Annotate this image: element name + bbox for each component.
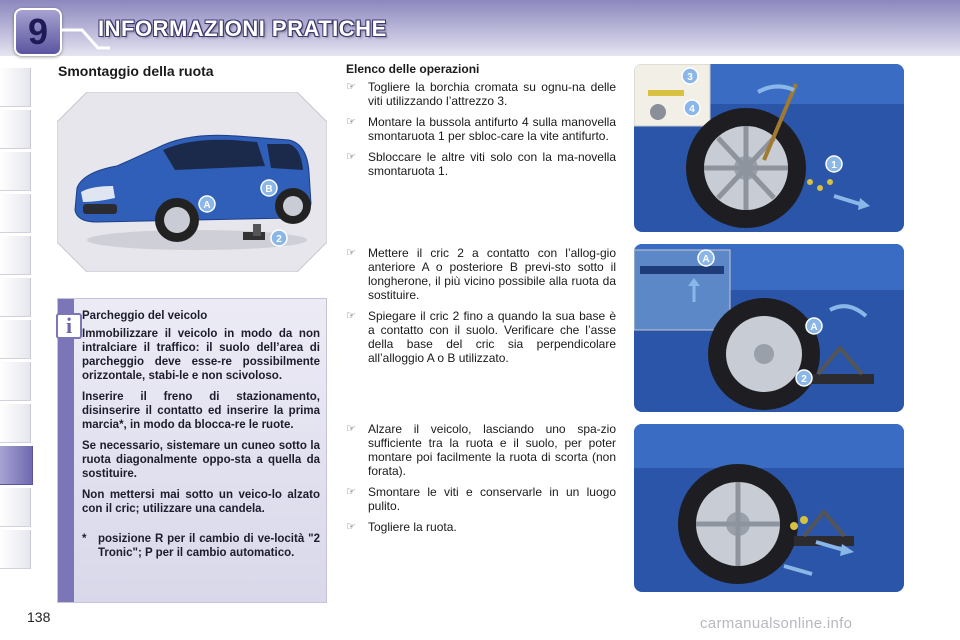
operations-group-2 bbox=[346, 246, 616, 372]
hand-pointer-icon: ☞ bbox=[346, 310, 356, 322]
hand-pointer-icon: ☞ bbox=[346, 116, 356, 128]
chapter-tab-active[interactable] bbox=[0, 446, 33, 485]
hand-pointer-icon: ☞ bbox=[346, 521, 356, 533]
hand-pointer-icon: ☞ bbox=[346, 151, 356, 163]
step-text: Togliere la borchia cromata su ognu-na delle viti utilizzando l’attrezzo 3. bbox=[368, 80, 616, 108]
hand-pointer-icon: ☞ bbox=[346, 247, 356, 259]
list-item bbox=[346, 115, 616, 143]
list-item bbox=[346, 309, 616, 365]
hand-pointer-icon: ☞ bbox=[346, 486, 356, 498]
section-title: Smontaggio della ruota bbox=[58, 63, 214, 79]
callout-1: 1 bbox=[831, 160, 837, 171]
step-text: Montare la bussola antifurto 4 sulla manovella smontaruota 1 per sbloc-care la vite antifurto. bbox=[368, 115, 616, 143]
chapter-tab[interactable] bbox=[0, 530, 31, 569]
callout-3: 3 bbox=[687, 72, 693, 83]
footnote bbox=[82, 532, 320, 560]
chapter-header bbox=[0, 0, 960, 56]
operations-group-3 bbox=[346, 422, 616, 541]
callout-2: 2 bbox=[801, 374, 807, 385]
info-title: Parcheggio del veicolo bbox=[82, 310, 208, 322]
photo-remove-wheel bbox=[634, 424, 904, 592]
photo-remove-bolts bbox=[634, 64, 904, 232]
callout-4: 4 bbox=[689, 104, 695, 115]
footnote-star: * bbox=[82, 533, 87, 545]
chapter-tab[interactable] bbox=[0, 110, 31, 149]
step-text: Alzare il veicolo, lasciando uno spa-zio sufficiente tra la ruota e il suolo, per poter montare poi facilmente la ruota di scorta (non forata). bbox=[368, 422, 616, 478]
car-illustration bbox=[57, 92, 327, 272]
chapter-title: INFORMAZIONI PRATICHE bbox=[98, 16, 387, 41]
info-paragraph: Immobilizzare il veicolo in modo da non intralciare il traffico: il suolo dell’area di parcheggio deve esse-re possibilmente orizzontale, stabi-le e non scivoloso. bbox=[82, 328, 320, 382]
chapter-tab[interactable] bbox=[0, 362, 31, 401]
info-content bbox=[82, 309, 320, 560]
chapter-tab[interactable] bbox=[0, 68, 31, 107]
footnote-text: posizione R per il cambio di ve-locità "2 Tronic"; P per il cambio automatico. bbox=[98, 533, 320, 559]
step-text: Smontare le viti e conservarle in un luogo pulito. bbox=[368, 485, 616, 513]
list-item bbox=[346, 80, 616, 108]
page-number: 138 bbox=[27, 609, 51, 625]
list-item bbox=[346, 422, 616, 478]
list-item bbox=[346, 246, 616, 302]
info-bar bbox=[58, 299, 74, 602]
step-text: Togliere la ruota. bbox=[368, 520, 457, 534]
hand-pointer-icon: ☞ bbox=[346, 423, 356, 435]
operations-title: Elenco delle operazioni bbox=[346, 62, 480, 76]
chapter-tab[interactable] bbox=[0, 278, 31, 317]
chapter-number-badge: 9 bbox=[14, 8, 62, 56]
callout-2: 2 bbox=[276, 234, 282, 245]
info-paragraph: Non mettersi mai sotto un veico-lo alzato con il cric; utilizzare una candela. bbox=[82, 489, 320, 515]
callout-b: B bbox=[265, 184, 273, 195]
callout-a: A bbox=[810, 322, 818, 333]
operations-group-1 bbox=[346, 62, 616, 185]
hand-pointer-icon: ☞ bbox=[346, 81, 356, 93]
info-paragraph: Inserire il freno di stazionamento, disinserire il contatto ed inserire la prima marcia*, in modo da blocca-re le ruote. bbox=[82, 391, 320, 431]
chapter-tab[interactable] bbox=[0, 404, 31, 443]
chapter-tab[interactable] bbox=[0, 488, 31, 527]
list-item bbox=[346, 520, 616, 534]
list-item bbox=[346, 150, 616, 178]
list-item bbox=[346, 485, 616, 513]
chapter-tab[interactable] bbox=[0, 152, 31, 191]
info-icon: i bbox=[56, 313, 82, 339]
watermark: carmanualsonline.info bbox=[700, 615, 853, 632]
info-paragraph: Se necessario, sistemare un cuneo sotto la ruota diagonalmente oppo-sta a quella da sostituire. bbox=[82, 440, 320, 480]
chapter-tabs bbox=[0, 68, 30, 578]
chapter-tab[interactable] bbox=[0, 236, 31, 275]
step-text: Mettere il cric 2 a contatto con l’allog-gio anteriore A o posteriore B previ-sto sotto il longherone, il più vicino possibile alla ruota da sostituire. bbox=[368, 246, 616, 302]
chapter-tab[interactable] bbox=[0, 194, 31, 233]
step-text: Sbloccare le altre viti solo con la ma-novella smontaruota 1. bbox=[368, 150, 616, 178]
info-box-parking bbox=[57, 298, 327, 603]
step-text: Spiegare il cric 2 fino a quando la sua base è a contatto con il suolo. Verificare che l’asse della base del cric sia perpendicolare all’alloggio A o B utilizzato. bbox=[368, 309, 616, 365]
callout-a: A bbox=[702, 254, 710, 265]
photo-position-jack bbox=[634, 244, 904, 412]
chapter-tab[interactable] bbox=[0, 320, 31, 359]
callout-a: A bbox=[203, 200, 211, 211]
